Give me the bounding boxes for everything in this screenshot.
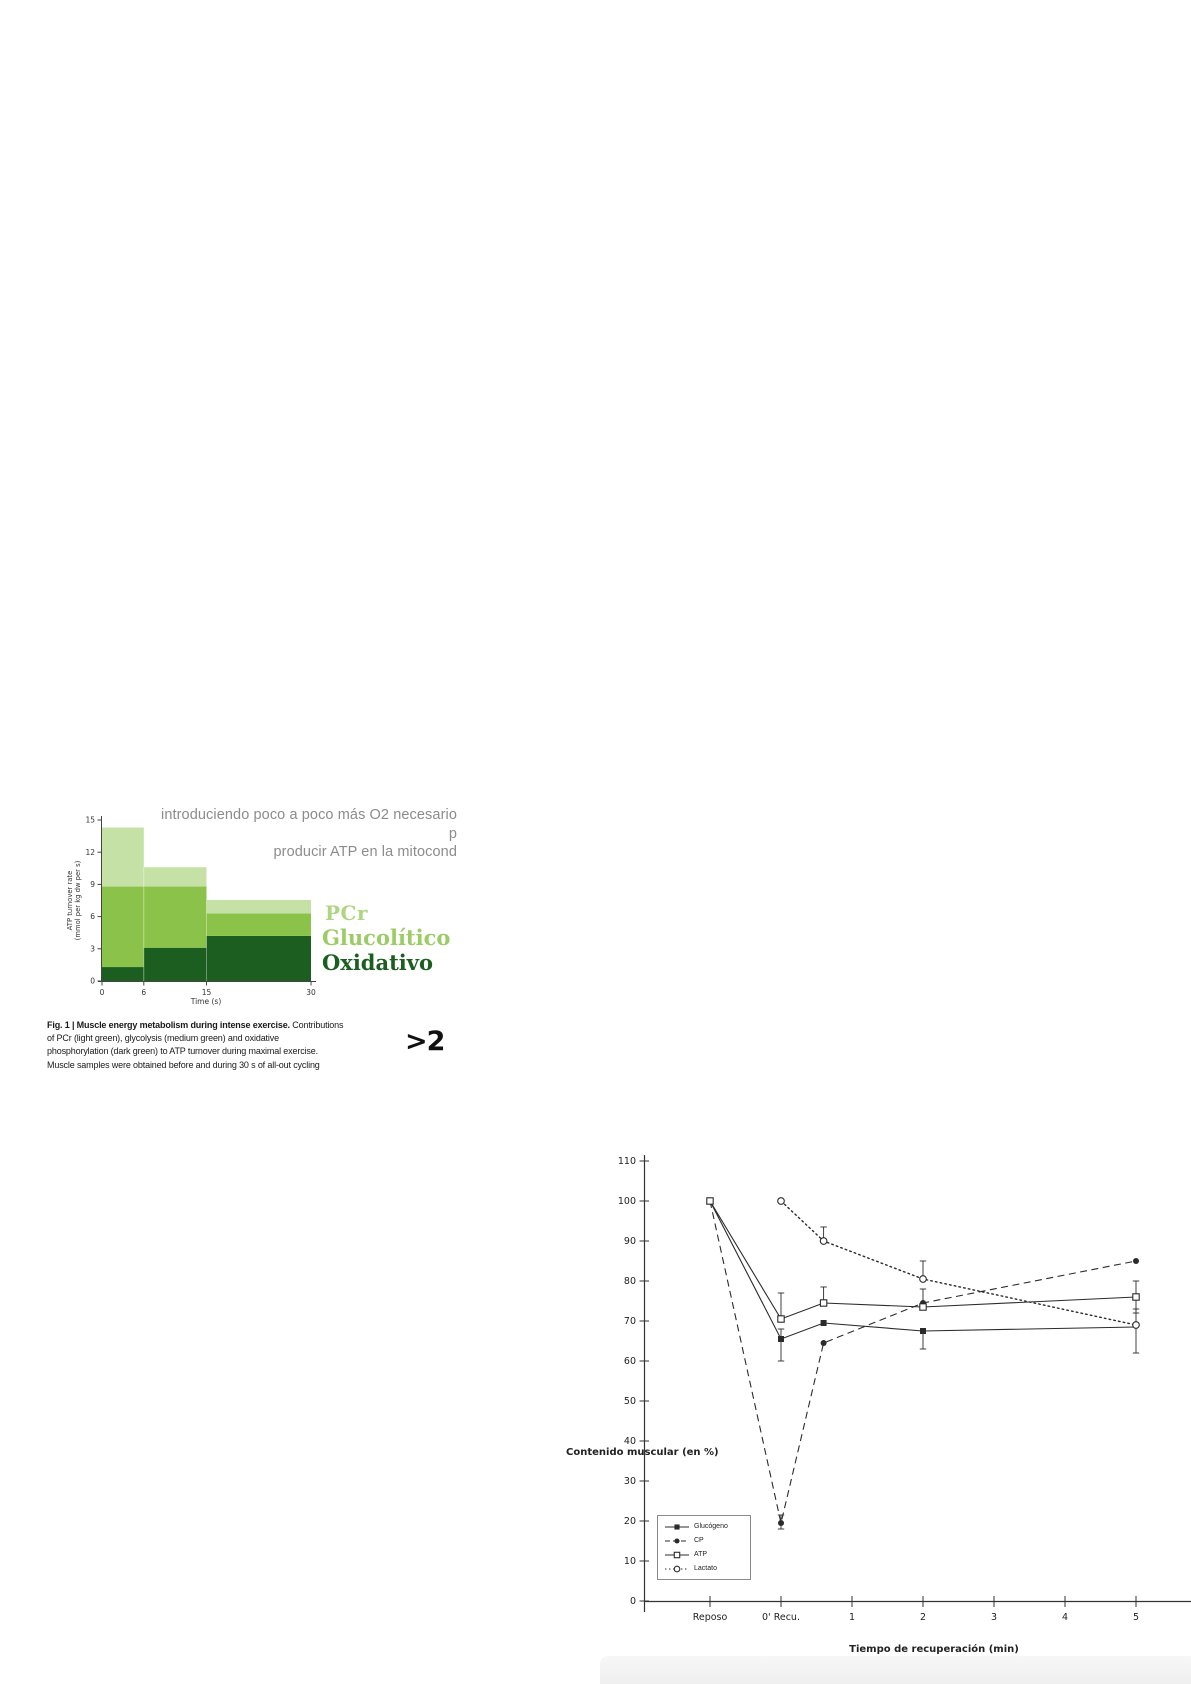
- marker-circle-filled: [778, 1520, 784, 1526]
- figure-caption-line2: of PCr (light green), glycolysis (medium green) and oxidative: [47, 1033, 279, 1044]
- axis-tick-label: 20: [623, 1516, 636, 1528]
- bar-glycolytic-seg1: [102, 887, 144, 968]
- axis-tick-label: 4: [1061, 1612, 1069, 1623]
- marker-square-open: [920, 1304, 926, 1310]
- marker-square-filled: [920, 1328, 926, 1334]
- handwritten-note: [150, 806, 457, 862]
- axis-tick-label: 10: [623, 1556, 636, 1568]
- bar-pcr-seg1: [102, 828, 144, 887]
- axis-tick-label: 90: [623, 1236, 636, 1248]
- axis-tick-label: 40: [623, 1436, 636, 1448]
- figure-caption-line4: Muscle samples were obtained before and during 30 s of all-out cycling: [47, 1059, 320, 1070]
- axis-tick-label: 1: [848, 1612, 856, 1623]
- axis-tick-label: 15: [201, 988, 212, 997]
- marker-square-open: [674, 1552, 679, 1557]
- series-lactato: [778, 1198, 1140, 1353]
- marker-square-filled: [674, 1524, 679, 1529]
- oxidativo-label: Oxidativo: [322, 950, 433, 975]
- legend-label: Lactato: [694, 1565, 717, 1572]
- legend-item-glucogeno: [664, 1521, 746, 1532]
- series-line: [781, 1201, 1136, 1325]
- annotation-mark: >2: [405, 1026, 445, 1057]
- axis-tick-label: 0: [99, 988, 105, 997]
- axis-tick-label: 30: [306, 988, 316, 997]
- figure-caption-line3: phosphorylation (dark green) to ATP turnover during maximal exercise.: [47, 1046, 318, 1057]
- marker-circle-open: [778, 1198, 785, 1205]
- bar-glycolytic-seg2: [144, 887, 207, 948]
- fig1-y-axis-label: ATP turnover rate: [66, 870, 74, 931]
- marker-circle-open: [820, 1238, 827, 1245]
- axis-tick-label: 2: [919, 1612, 927, 1623]
- bar-pcr-seg3: [207, 900, 312, 913]
- marker-square-open: [1133, 1294, 1139, 1300]
- chart-legend: [657, 1515, 751, 1580]
- figure-caption-line1-rest: Contributions: [289, 1020, 344, 1030]
- legend-item-cp: [664, 1535, 746, 1546]
- marker-circle-open: [1133, 1322, 1140, 1329]
- bottom-strip: [600, 1656, 1191, 1684]
- legend-item-atp: [664, 1549, 746, 1560]
- axis-tick-label: 0: [629, 1596, 636, 1608]
- marker-circle-filled: [821, 1340, 827, 1346]
- axis-tick-label: 15: [85, 815, 95, 825]
- axis-tick-label: 50: [623, 1396, 636, 1408]
- figure-caption: [47, 1019, 343, 1072]
- note-line-1: introduciendo poco a poco más O2 necesario p: [161, 807, 457, 842]
- marker-circle-open: [674, 1566, 680, 1572]
- series-atp: [707, 1198, 1139, 1322]
- fig1-y-axis-label: (mmol per kg dw per s): [74, 860, 82, 941]
- axis-tick-label: Reposo: [692, 1612, 728, 1623]
- pcr-label: PCr: [325, 901, 368, 925]
- axis-tick-label: 3: [990, 1612, 998, 1623]
- marker-square-open: [707, 1198, 713, 1204]
- bar-oxidative-seg3: [207, 936, 312, 981]
- series-cp: [707, 1198, 1139, 1529]
- figure-caption-line1: [47, 1019, 343, 1032]
- legend-sample-solid: [664, 1550, 690, 1560]
- axis-tick-label: 6: [141, 988, 147, 997]
- marker-square-filled: [821, 1320, 827, 1326]
- legend-sample-dashed: [664, 1536, 690, 1546]
- axis-tick-label: 12: [85, 847, 95, 857]
- legend-sample-dotted: [664, 1564, 690, 1574]
- marker-square-open: [820, 1300, 826, 1306]
- marker-square-open: [778, 1316, 784, 1322]
- bar-oxidative-seg2: [144, 948, 207, 981]
- legend-label: CP: [694, 1537, 704, 1544]
- axis-tick-label: 5: [1132, 1612, 1140, 1623]
- marker-square-filled: [778, 1336, 784, 1342]
- series-line: [710, 1201, 1136, 1523]
- fig1-x-axis-label: Time (s): [190, 997, 222, 1006]
- axis-tick-label: 110: [617, 1156, 636, 1168]
- marker-circle-filled: [674, 1538, 679, 1543]
- bar-pcr-seg2: [144, 867, 207, 886]
- axis-tick-label: 9: [90, 880, 95, 889]
- axis-tick-label: 80: [623, 1276, 636, 1288]
- axis-tick-label: 100: [617, 1196, 636, 1208]
- figure-caption-bold: Fig. 1 | Muscle energy metabolism during intense exercise.: [47, 1020, 290, 1030]
- recovery-line-chart: [566, 1155, 1191, 1655]
- marker-circle-open: [920, 1276, 927, 1283]
- marker-circle-filled: [1133, 1258, 1139, 1264]
- legend-label: ATP: [694, 1551, 708, 1558]
- axis-tick-label: 70: [623, 1316, 636, 1328]
- line-chart-y-axis-label: Contenido muscular (en %): [566, 1447, 719, 1458]
- legend-item-lactato: [664, 1563, 746, 1574]
- line-chart-x-axis-label: Tiempo de recuperación (min): [849, 1644, 1019, 1655]
- bar-glycolytic-seg3: [207, 913, 312, 936]
- note-line-2: producir ATP en la mitocond: [273, 844, 457, 860]
- bar-oxidative-seg1: [102, 967, 144, 981]
- axis-tick-label: 30: [623, 1476, 636, 1488]
- axis-tick-label: 3: [90, 944, 95, 954]
- axis-tick-label: 0: [90, 976, 95, 986]
- legend-label: Glucógeno: [694, 1523, 728, 1530]
- axis-tick-label: 60: [623, 1356, 636, 1368]
- legend-sample-solid: [664, 1522, 690, 1532]
- axis-tick-label: 6: [90, 912, 95, 922]
- glucolitico-label: Glucolítico: [322, 925, 451, 950]
- axis-tick-label: 0' Recu.: [762, 1612, 800, 1623]
